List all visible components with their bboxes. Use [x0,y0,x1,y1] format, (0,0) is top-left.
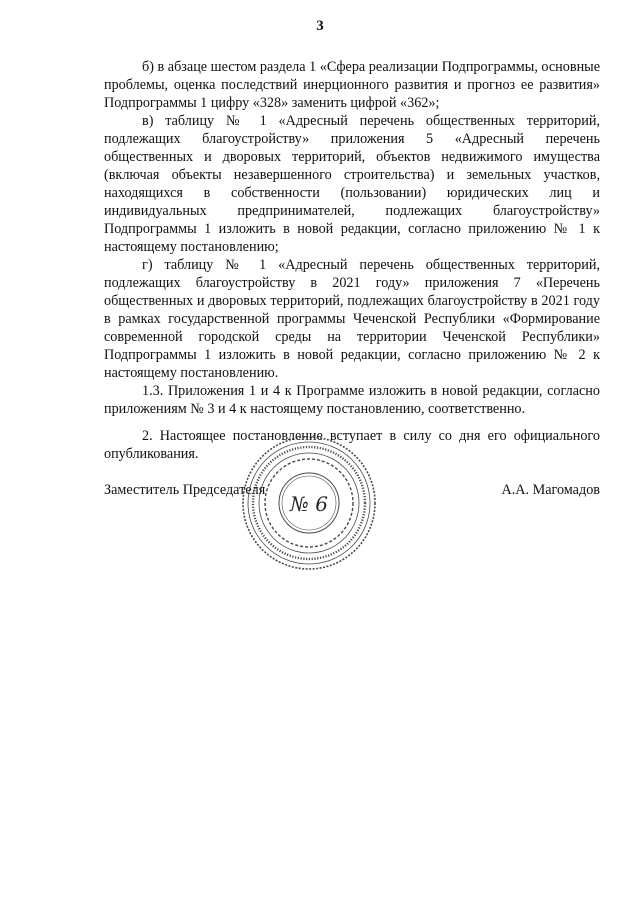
paragraph-g: г) таблицу № 1 «Адресный перечень общественных территорий, подлежащих благоустройству в 2021 году» приложения 7 «Перечень общественных и дворовых территорий, подлежащих благоустройству в 2021 году в рамках государственной программы Чеченской Республики «Формирование современной городской среды на территории Чеченской Республики» Подпрограммы 1 изложить в новой редакции, согласно приложению № 2 к настоящему постановлению. [104,257,600,381]
paragraph-2: 2. Настоящее постановление вступает в силу со дня его официального опубликования. [104,428,600,462]
page-number: 3 [316,18,324,34]
official-seal [238,432,380,574]
paragraph-1-3: 1.3. Приложения 1 и 4 к Программе изложить в новой редакции, согласно приложениям № 3 и 4 к настоящему постановлению, соответственно. [104,383,600,417]
seal-stamp-icon [238,432,380,574]
signatory-name: А.А. Магомадов [501,482,600,498]
seal-number: № 6 [289,492,329,516]
paragraph-b: б) в абзаце шестом раздела 1 «Сфера реализации Подпрограммы, основные проблемы, оценка последствий инерционного развития и прогноз ее развития» Подпрограммы 1 цифру «328» заменить цифрой «362»; [104,59,600,111]
signatory-title: Заместитель Председателя [104,482,266,498]
paragraph-v: в) таблицу № 1 «Адресный перечень общественных территорий, подлежащих благоустройству» приложения 5 «Адресный перечень общественных и дворовых территорий, объектов недвижимого имущества (включая объекты незавершенного строительства) и земельных участков, находящихся в собственности (пользовании) юридических лиц и индивидуальных предпринимателей, подлежащих благоустройству» Подпрограммы 1 изложить в новой редакции, согласно приложению № 1 к настоящему постановлению; [104,113,600,255]
document-body [104,58,600,463]
